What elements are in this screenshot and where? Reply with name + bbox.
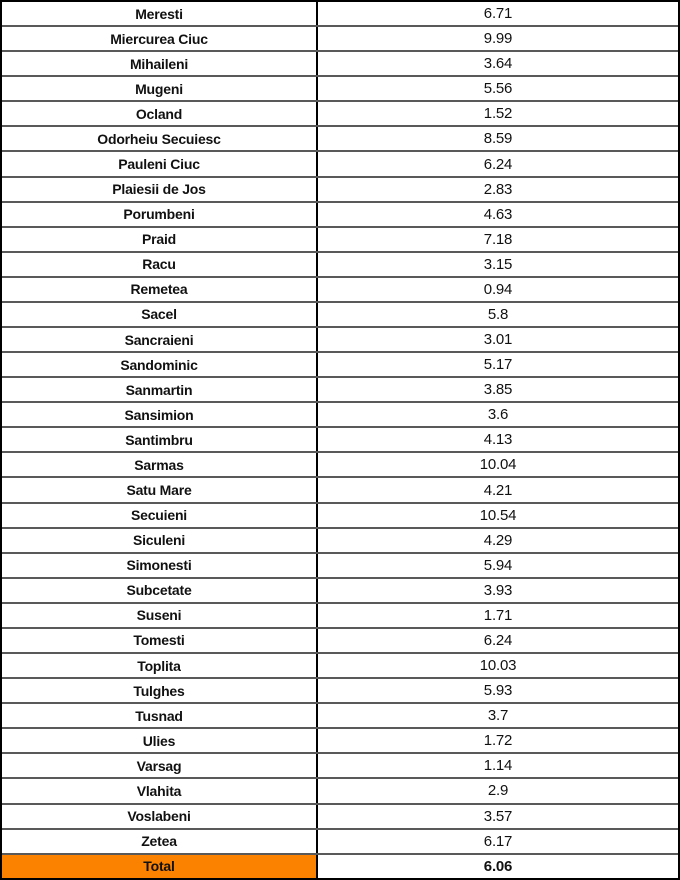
table-row bbox=[2, 301, 678, 326]
municipality-value: 3.7 bbox=[487, 707, 509, 725]
municipality-name: Tulghes bbox=[2, 679, 318, 702]
municipality-name: Racu bbox=[2, 253, 318, 276]
municipality-name: Satu Mare bbox=[2, 478, 318, 501]
municipality-name: Simonesti bbox=[2, 554, 318, 577]
municipality-value: 3.6 bbox=[487, 406, 509, 424]
municipality-value: 5.8 bbox=[487, 305, 509, 323]
municipality-name: Voslabeni bbox=[2, 805, 318, 828]
municipality-name: Tusnad bbox=[2, 704, 318, 727]
table-row bbox=[2, 627, 678, 652]
municipality-value: 9.99 bbox=[483, 30, 513, 48]
table-row bbox=[2, 50, 678, 75]
municipality-name: Remetea bbox=[2, 278, 318, 301]
total-value: 6.06 bbox=[483, 857, 513, 875]
municipality-value: 3.64 bbox=[483, 55, 513, 73]
table-row bbox=[2, 251, 678, 276]
table-row bbox=[2, 752, 678, 777]
municipality-name: Santimbru bbox=[2, 428, 318, 451]
municipality-value: 4.13 bbox=[483, 431, 513, 449]
municipality-name: Subcetate bbox=[2, 579, 318, 602]
table-row bbox=[2, 401, 678, 426]
municipality-value: 10.54 bbox=[479, 506, 517, 524]
table-row bbox=[2, 803, 678, 828]
table-row bbox=[2, 276, 678, 301]
municipality-value: 5.17 bbox=[483, 356, 513, 374]
total-label: Total bbox=[2, 855, 318, 878]
municipality-name: Toplita bbox=[2, 654, 318, 677]
municipality-name: Meresti bbox=[2, 2, 318, 25]
municipality-value: 10.04 bbox=[479, 456, 517, 474]
municipality-name: Praid bbox=[2, 228, 318, 251]
table-row bbox=[2, 226, 678, 251]
municipality-name: Mihaileni bbox=[2, 52, 318, 75]
table-row bbox=[2, 201, 678, 226]
table-row bbox=[2, 75, 678, 100]
table-row bbox=[2, 502, 678, 527]
table-row bbox=[2, 426, 678, 451]
municipality-name: Ocland bbox=[2, 102, 318, 125]
municipality-value: 6.17 bbox=[483, 832, 513, 850]
municipality-name: Plaiesii de Jos bbox=[2, 178, 318, 201]
table-row bbox=[2, 577, 678, 602]
municipality-name: Pauleni Ciuc bbox=[2, 152, 318, 175]
municipality-name: Suseni bbox=[2, 604, 318, 627]
table-row bbox=[2, 326, 678, 351]
table-row bbox=[2, 527, 678, 552]
municipality-name: Tomesti bbox=[2, 629, 318, 652]
municipality-name: Sanmartin bbox=[2, 378, 318, 401]
municipality-value: 6.24 bbox=[483, 155, 513, 173]
municipality-value: 4.29 bbox=[483, 531, 513, 549]
municipality-value: 2.83 bbox=[483, 180, 513, 198]
municipality-name: Miercurea Ciuc bbox=[2, 27, 318, 50]
total-row bbox=[2, 853, 678, 878]
table-row bbox=[2, 25, 678, 50]
table-row bbox=[2, 727, 678, 752]
municipality-value: 4.63 bbox=[483, 205, 513, 223]
municipality-name: Mugeni bbox=[2, 77, 318, 100]
municipality-name: Sansimion bbox=[2, 403, 318, 426]
municipality-name: Ulies bbox=[2, 729, 318, 752]
table-row bbox=[2, 677, 678, 702]
municipality-name: Porumbeni bbox=[2, 203, 318, 226]
municipality-name: Vlahita bbox=[2, 779, 318, 802]
municipality-name: Sandominic bbox=[2, 353, 318, 376]
table-row bbox=[2, 176, 678, 201]
table-row bbox=[2, 100, 678, 125]
table-row bbox=[2, 602, 678, 627]
municipality-name: Siculeni bbox=[2, 529, 318, 552]
municipality-value: 1.14 bbox=[483, 757, 513, 775]
municipality-value: 3.15 bbox=[483, 255, 513, 273]
municipality-value: 5.56 bbox=[483, 80, 513, 98]
table-row bbox=[2, 702, 678, 727]
municipality-value: 10.03 bbox=[479, 657, 517, 675]
municipality-name: Zetea bbox=[2, 830, 318, 853]
table-row bbox=[2, 376, 678, 401]
municipality-value: 3.85 bbox=[483, 381, 513, 399]
municipality-value: 8.59 bbox=[483, 130, 513, 148]
municipality-name: Varsag bbox=[2, 754, 318, 777]
municipality-value: 1.72 bbox=[483, 732, 513, 750]
municipality-value: 6.71 bbox=[483, 5, 513, 23]
table-row bbox=[2, 2, 678, 25]
municipality-name: Odorheiu Secuiesc bbox=[2, 127, 318, 150]
municipality-value: 1.52 bbox=[483, 105, 513, 123]
municipality-value: 1.71 bbox=[483, 606, 513, 624]
municipality-value: 3.93 bbox=[483, 581, 513, 599]
municipality-name: Sarmas bbox=[2, 453, 318, 476]
municipality-name: Sancraieni bbox=[2, 328, 318, 351]
municipality-value: 0.94 bbox=[483, 280, 513, 298]
municipality-value: 3.57 bbox=[483, 807, 513, 825]
table-row bbox=[2, 476, 678, 501]
table-row bbox=[2, 777, 678, 802]
municipality-name: Secuieni bbox=[2, 504, 318, 527]
table-row bbox=[2, 552, 678, 577]
municipality-value: 5.93 bbox=[483, 682, 513, 700]
municipality-value: 5.94 bbox=[483, 556, 513, 574]
table-row bbox=[2, 828, 678, 853]
table-row bbox=[2, 150, 678, 175]
municipality-value: 3.01 bbox=[483, 331, 513, 349]
table-row bbox=[2, 125, 678, 150]
table-row bbox=[2, 351, 678, 376]
municipality-value: 7.18 bbox=[483, 230, 513, 248]
table-row bbox=[2, 451, 678, 476]
municipality-name: Sacel bbox=[2, 303, 318, 326]
table-row bbox=[2, 652, 678, 677]
municipality-value: 2.9 bbox=[487, 782, 509, 800]
municipality-value: 6.24 bbox=[483, 631, 513, 649]
municipality-value: 4.21 bbox=[483, 481, 513, 499]
